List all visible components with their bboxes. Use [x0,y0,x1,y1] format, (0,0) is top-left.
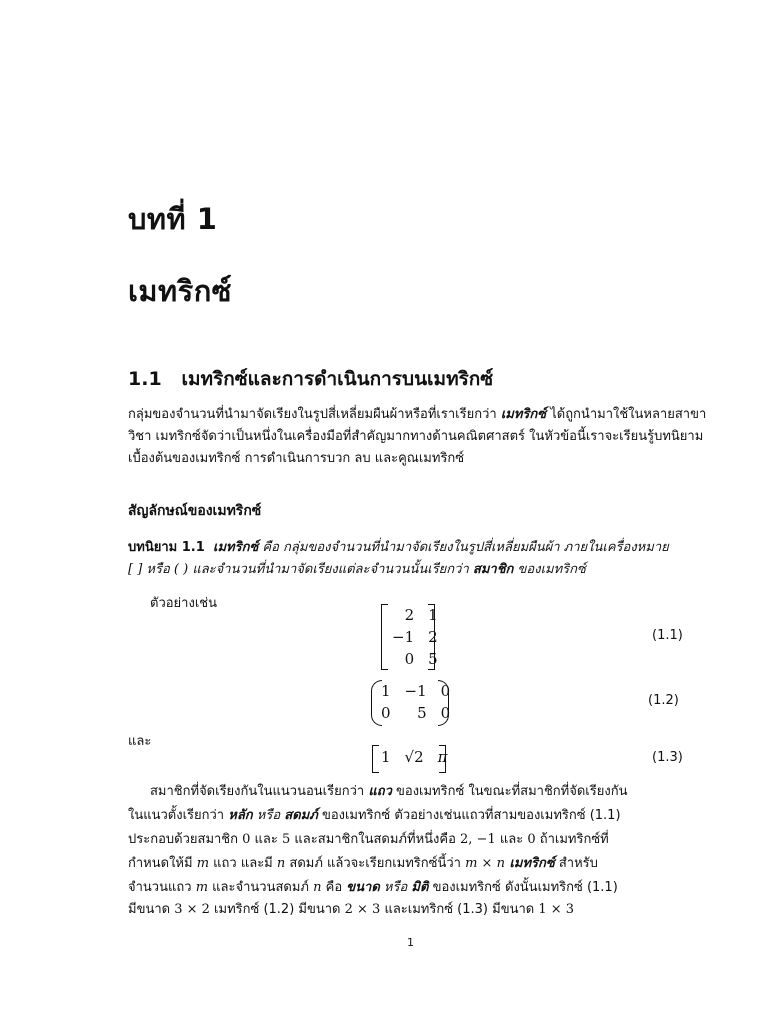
text: สำหรับ [554,856,598,871]
matrix-cell: 0 [440,704,451,722]
element-term: สมาชิก [472,562,514,577]
matrix-1-3 [372,745,446,773]
matrix-1-1 [381,604,438,670]
text: ของเมทริกซ์ ตัวอย่างเช่นแถวที่สามของเมทริกซ์ (1.1) [317,808,621,823]
intro-paragraph [128,404,708,470]
math-value: 2, −1 [460,832,496,847]
section-title: เมทริกซ์และการดำเนินการบนเมทริกซ์ [181,368,494,390]
text: หรือ [379,880,412,895]
mxn-matrix-term: เมทริกซ์ [504,856,555,871]
math-value: 2 × 3 [344,902,381,917]
text: สมาชิกที่จัดเรียงกันในแนวนอนเรียกว่า [150,784,369,799]
math-var: m [196,856,210,871]
definition-term: เมทริกซ์ [213,540,259,555]
text: ในแนวตั้งเรียกว่า [128,808,229,823]
math-value: 3 × 2 [174,902,210,917]
matrix-cell: 5 [428,650,438,668]
matrix-term: เมทริกซ์ [500,407,547,422]
math-value: 5 [282,832,291,847]
or-word: หรือ [142,562,174,577]
matrix-1-2 [371,680,449,726]
subsection-title: สัญลักษณ์ของเมทริกซ์ [128,503,262,519]
text: แถว และมี [209,856,277,871]
definition-text-2: และจำนวนที่นำมาจัดเรียงแต่ละจำนวนนั้นเรียกว่า [188,562,473,577]
size-term: ขนาด [346,880,380,895]
text: และเมทริกซ์ (1.3) มีขนาด [380,902,539,917]
round-brackets: ( ) [173,562,189,577]
text: มีขนาด [128,902,175,917]
rows-line-5 [128,876,618,897]
math-value: 0 [527,832,536,847]
matrix-cell: 2 [404,606,415,624]
text: ของเมทริกซ์ ดังนั้นเมทริกซ์ (1.1) [428,880,618,895]
section-number: 1.1 [128,368,162,390]
rows-line-4 [128,852,598,873]
text: หรือ [252,808,285,823]
math-var: n [276,856,286,871]
definition-text: คือ กลุ่มของจำนวนที่นำมาจัดเรียงในรูปสี่เหลี่ยมผืนผ้า ภายในเครื่องหมาย [258,540,669,555]
matrix-cell: −1 [404,682,427,700]
text: กำหนดให้มี [128,856,197,871]
page-number: 1 [407,936,414,949]
definition-line-1 [128,536,669,557]
column-term-2: สดมภ์ [284,808,318,823]
text: และสมาชิกในสดมภ์ที่หนึ่งคือ [290,832,461,847]
math-value: 1 × 3 [538,902,575,917]
matrix-body [374,746,455,768]
rows-line-3 [128,828,609,849]
dimension-term: มิติ [411,880,429,895]
text: และ [250,832,283,847]
matrix-cell: 0 [381,704,391,722]
text: จำนวนแถว [128,880,196,895]
text: ประกอบด้วยสมาชิก [128,832,243,847]
matrix-cell: 0 [440,682,451,700]
math-value: 0 [242,832,251,847]
math-var: m [195,880,209,895]
matrix-cell: −1 [392,628,415,646]
matrix-cell: 0 [404,650,415,668]
chapter-label: บทที่ 1 [128,202,218,236]
matrix-cell: π [437,748,448,766]
text: สดมภ์ แล้วจะเรียกเมทริกซ์นี้ว่า [285,856,466,871]
math-var: m × n [465,856,505,871]
matrix-cell: 2 [428,628,438,646]
matrix-cell: 5 [417,704,427,722]
matrix-cell: 1 [381,682,391,700]
equation-number-1-3: (1.3) [652,750,683,765]
definition-line-2 [128,558,586,579]
matrix-cell: √2 [404,748,424,766]
equation-number-1-2: (1.2) [648,693,679,708]
section-heading [128,364,493,394]
example-label: ตัวอย่างเช่น [150,596,217,611]
intro-text-rest: ได้ถูกนำมาใช้ในหลายสาขาวิชา เมทริกซ์จัดว่าเป็นหนึ่งในเครื่องมือที่สำคัญมากทางด้านคณิตศาสตร์ ในหัวข้อนี้เราจะเรียนรู้บทนิยามเบื้องต้นของเมทริกซ์ การดำเนินการบวก ลบ และคูณเมทริกซ์ [128,407,707,466]
text: และ [495,832,528,847]
chapter-title: เมทริกซ์ [128,274,232,308]
rows-line-6 [128,898,574,919]
matrix-cell: 1 [381,748,391,766]
row-term: แถว [368,784,392,799]
math-var: n [313,880,322,895]
definition-label: บทนิยาม 1.1 [128,540,205,555]
and-label: และ [128,734,152,749]
matrix-body [385,604,445,670]
text: ของเมทริกซ์ ในขณะที่สมาชิกที่จัดเรียงกัน [391,784,628,799]
intro-text: กลุ่มของจำนวนที่นำมาจัดเรียงในรูปสี่เหลี่ยมผืนผ้าหรือที่เราเรียกว่า [128,407,501,422]
text: และจำนวนสดมภ์ [208,880,314,895]
matrix-cell: 1 [428,606,438,624]
column-term: หลัก [228,808,253,823]
rows-line-2 [128,804,621,825]
definition-text-end: ของเมทริกซ์ [513,562,586,577]
equation-number-1-1: (1.1) [652,628,683,643]
text: เมทริกซ์ (1.2) มีขนาด [209,902,345,917]
square-brackets: [ ] [128,562,143,577]
text: คือ [321,880,347,895]
matrix-body [374,680,457,724]
text: ถ้าเมทริกซ์ที่ [535,832,609,847]
rows-line-1 [150,780,627,801]
